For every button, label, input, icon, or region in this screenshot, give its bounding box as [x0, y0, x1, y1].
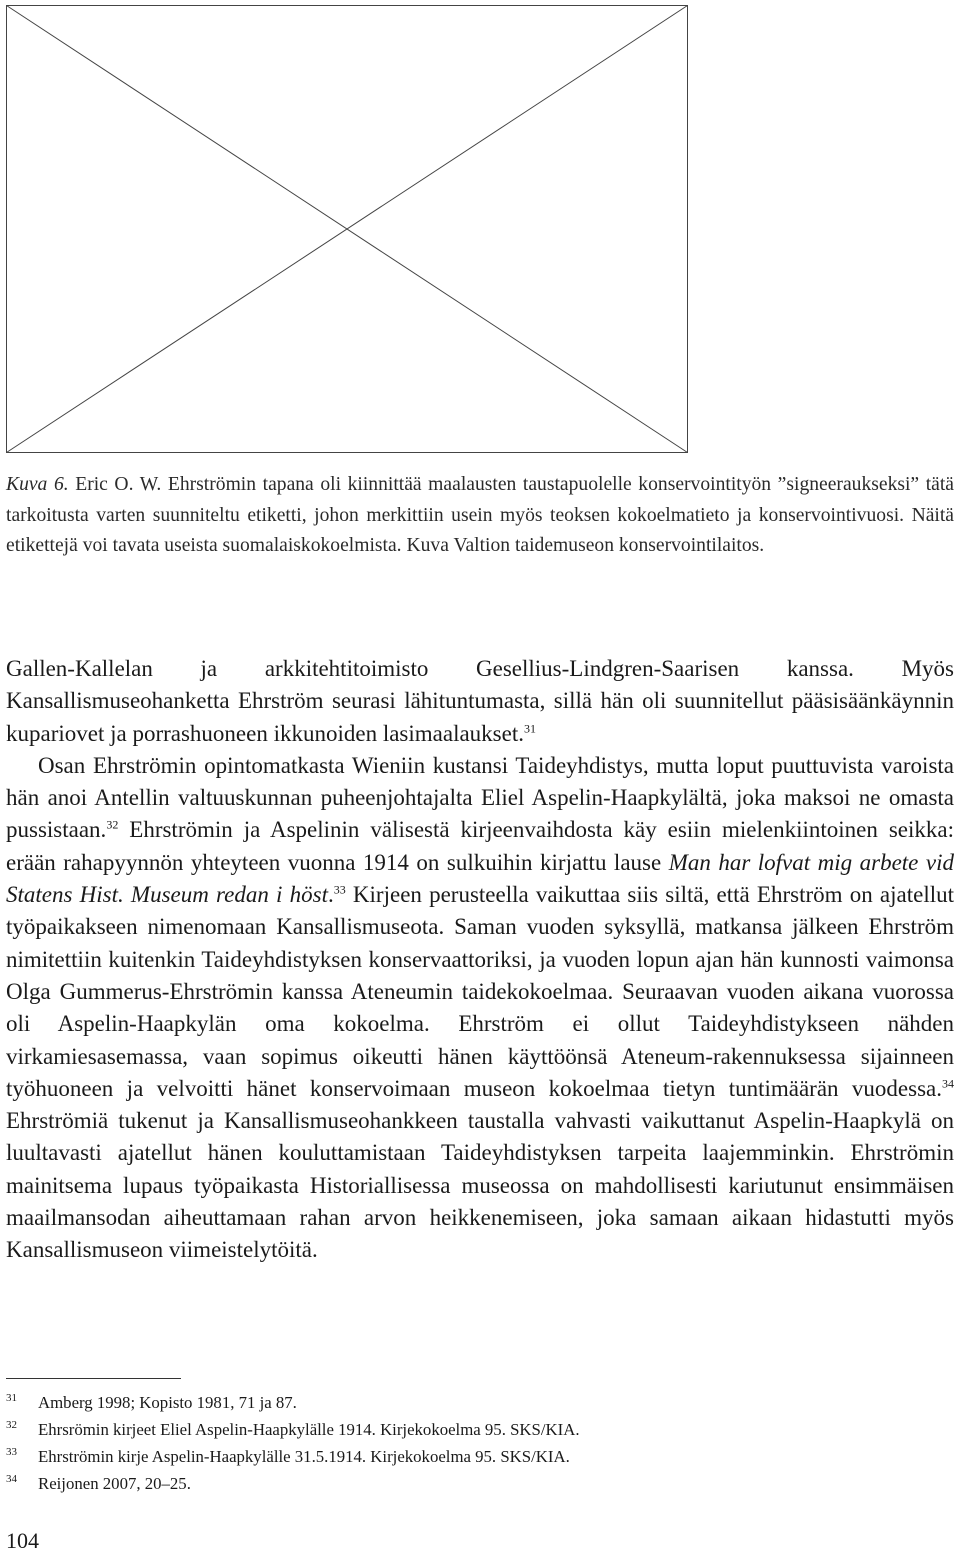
footnote-number: 32 — [6, 1419, 17, 1431]
footnote-divider — [6, 1378, 181, 1379]
paragraph-2-text-a: Osan Ehrströmin opintomatkasta Wieniin kustansi Taideyhdistys, mutta loput puuttuvista varoista hän anoi Antellin valtuuskunnan puheenjohtajalta Eliel Aspelin-Haapkylältä, joka maksoi ne omasta pussistaan. — [6, 752, 954, 843]
footnote-number: 31 — [6, 1392, 17, 1404]
footnote-item — [6, 1443, 954, 1470]
footnotes-list — [6, 1389, 954, 1497]
paragraph-2 — [6, 750, 954, 1267]
footnote-number: 33 — [6, 1446, 17, 1458]
footnote-text: Amberg 1998; Kopisto 1981, 71 ja 87. — [38, 1393, 297, 1412]
footnote-item — [6, 1416, 954, 1443]
footnote-text: Ehrströmin kirje Aspelin-Haapkylälle 31.5.1914. Kirjekokoelma 95. SKS/KIA. — [38, 1447, 570, 1466]
paragraph-2-text-c: . — [327, 882, 334, 908]
figure-caption — [6, 470, 954, 562]
footnote-item — [6, 1470, 954, 1497]
footnote-number: 34 — [6, 1473, 17, 1485]
paragraph-2-text-e: Ehrströmiä tukenut ja Kansallismuseohankkeen taustalla vahvasti vaikuttanut Aspelin-Haapkylä on luultavasti ajatellut hänen kouluttamistaan Taideyhdistyksen tarpeita laajemminkin. Ehrströmin mainitsema lupaus työpaikasta Historiallisessa museossa on mahdollisesti kariutunut ensimmäisen maailmansodan aiheuttamaan rahan arvon heikkenemiseen, joka samaan aikaan hidastutti myös Kansallismuseon viimeistelytöitä. — [6, 1108, 954, 1263]
body-text — [6, 653, 954, 1267]
figure-placeholder-image — [6, 5, 688, 453]
paragraph-1-text: Gallen-Kallelan ja arkkitehtitoimisto Gesellius-Lindgren-Saarisen kanssa. Myös Kansallismuseohanketta Ehrström seurasi lähituntumasta, sillä hän oli suunnitellut pääsisäänkäynnin kupariovet ja porrashuoneen ikkunoiden lasimaalaukset. — [6, 656, 954, 746]
quotation: Man har lofvat mig arbete vid Statens Hist. Museum redan i höst — [6, 849, 954, 908]
page-number: 104 — [6, 1528, 39, 1553]
footnote-ref-33[interactable]: 33 — [333, 882, 346, 897]
footnote-ref-34[interactable]: 34 — [942, 1076, 954, 1091]
caption-label: Kuva 6. — [6, 474, 69, 495]
paragraph-1 — [6, 653, 954, 750]
footnote-item — [6, 1389, 954, 1416]
footnote-text: Reijonen 2007, 20–25. — [38, 1474, 191, 1493]
footnote-ref-32[interactable]: 32 — [106, 817, 119, 832]
footnote-text: Ehrsrömin kirjeet Eliel Aspelin-Haapkylälle 1914. Kirjekokoelma 95. SKS/KIA. — [38, 1420, 580, 1439]
footnote-ref-31[interactable]: 31 — [523, 720, 536, 735]
caption-text: Eric O. W. Ehrströmin tapana oli kiinnittää maalausten taustapuolelle konservointityön ”signeeraukseksi” tätä tarkoitusta varten suunniteltu etiketti, johon merkittiin usein myös teoksen kokoelmatieto ja konservointivuosi. Näitä etikettejä voi tavata useista suomalaiskokoelmista. Kuva Valtion taidemuseon konservointilaitos. — [6, 474, 954, 556]
placeholder-cross-icon — [6, 5, 688, 453]
paragraph-2-text-b: Ehrströmin ja Aspelinin välisestä kirjeenvaihdosta käy esiin mielenkiintoinen seikka: erään rahapyynnön yhteyteen vuonna 1914 on sulkuihin kirjattu lause — [6, 817, 954, 875]
paragraph-2-text-d: Kirjeen perusteella vaikuttaa siis siltä, että Ehrström on ajatellut työpaikakseen nimenomaan Kansallismuseota. Saman vuoden syksyllä, matkansa jälkeen Ehrström nimitettiin kuitenkin Taideyhdistyksen konservaattoriksi, ja vuoden lopun ajan hän kunnosti vaimonsa Olga Gummerus-Ehrströmin kanssa Ateneumin taidekokoelmaa. Seuraavan vuoden aikana vuorossa oli Aspelin-Haapkylän oma kokoelma. Ehrström ei ollut Taideyhdistykseen nähden virkamiesasemassa, vaan sopimus oikeutti hänen käyttöönsä Ateneum-rakennuksessa sijainneen työhuoneen ja velvoitti hänet konservoimaan museon kokoelmaa tietyn tuntimäärän vuodessa. — [6, 882, 955, 1101]
